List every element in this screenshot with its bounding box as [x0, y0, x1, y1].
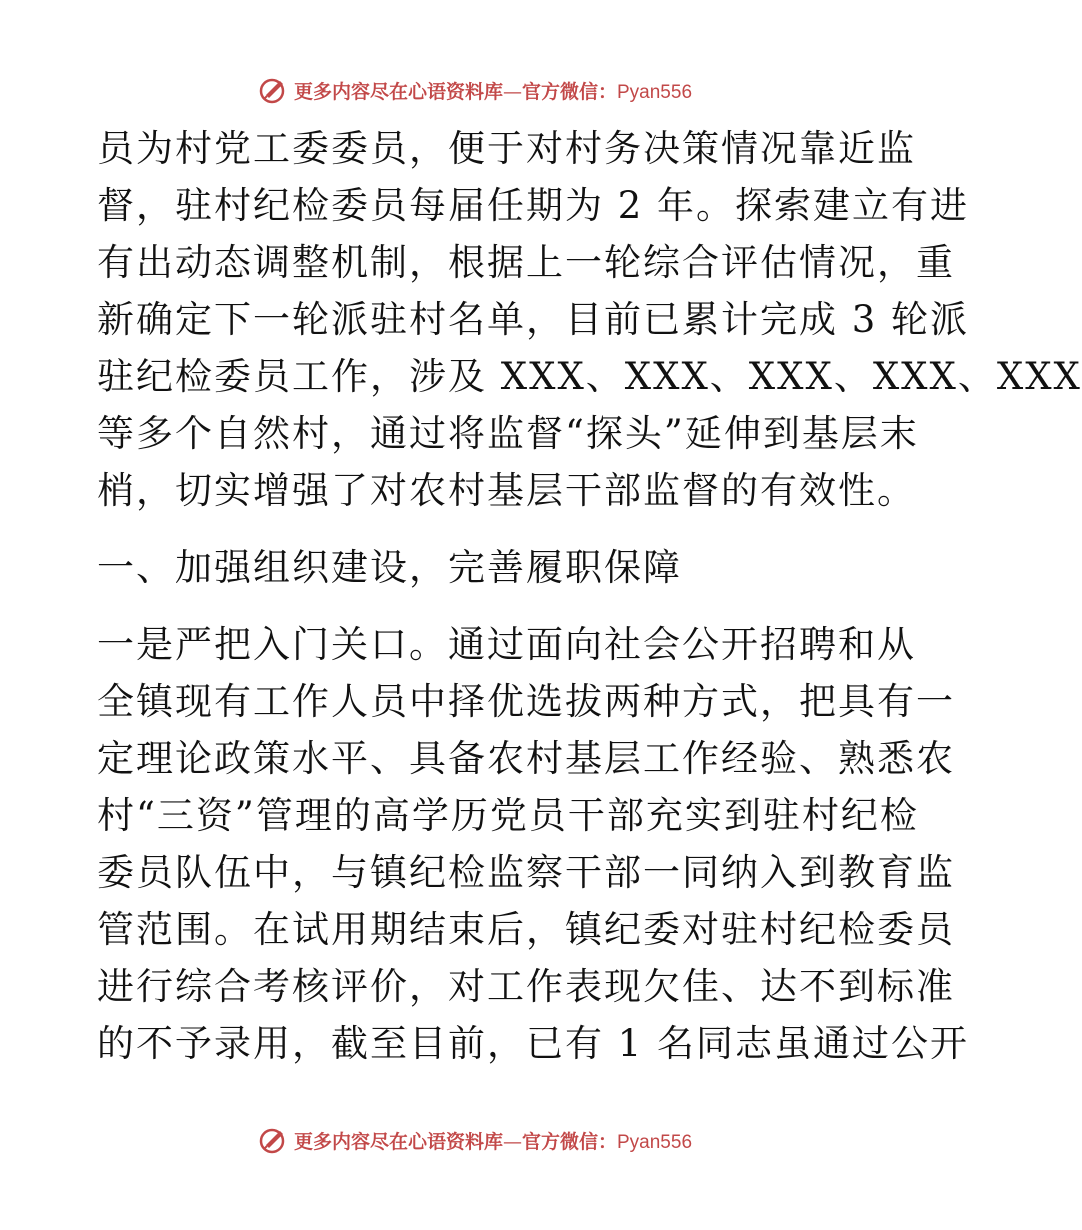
watermark-prefix: 更多内容尽在心语资料库: [293, 1130, 503, 1153]
watermark-dash: —: [502, 1130, 522, 1153]
text-line: 委员队伍中，与镇纪检监察干部一同纳入到教育监: [97, 851, 955, 894]
watermark-text: [294, 1127, 692, 1154]
text-line: 有出动态调整机制，根据上一轮综合评估情况，重: [97, 241, 955, 284]
text-line: 员为村党工委委员，便于对村务决策情况靠近监: [97, 127, 916, 170]
text-line: 村“三资”管理的高学历党员干部充实到驻村纪检: [97, 794, 919, 837]
text-line: 一是严把入门关口。通过面向社会公开招聘和从: [97, 623, 916, 666]
watermark-middle: 官方微信：: [521, 80, 617, 103]
header-watermark: [0, 72, 950, 108]
document-body: [97, 120, 1082, 1072]
text-line: 的不予录用，截至目前，已有 1 名同志虽通过公开: [97, 1022, 970, 1065]
quill-logo-icon: [258, 1125, 288, 1155]
paragraph-2: [97, 616, 970, 1072]
quill-logo-icon: [258, 75, 288, 105]
text-line: 督，驻村纪检委员每届任期为 2 年。探索建立有进: [97, 184, 970, 227]
text-line: 全镇现有工作人员中择优选拔两种方式，把具有一: [97, 680, 955, 723]
watermark-wechat: Pyan556: [617, 81, 693, 103]
watermark-wechat: Pyan556: [617, 1131, 693, 1153]
text-line: 驻纪检委员工作，涉及 XXX、XXX、XXX、XXX、XXX: [97, 355, 1082, 398]
text-line: 梢，切实增强了对农村基层干部监督的有效性。: [97, 469, 916, 512]
paragraph-1: [97, 120, 1082, 519]
text-line: 新确定下一轮派驻村名单，目前已累计完成 3 轮派: [97, 298, 970, 341]
watermark-text: [294, 77, 692, 104]
text-line: 管范围。在试用期结束后，镇纪委对驻村纪检委员: [97, 908, 955, 951]
watermark-dash: —: [502, 80, 522, 103]
watermark-middle: 官方微信：: [521, 1130, 617, 1153]
section-heading: 一、加强组织建设，完善履职保障: [97, 546, 682, 589]
watermark-prefix: 更多内容尽在心语资料库: [293, 80, 503, 103]
text-line: 进行综合考核评价，对工作表现欠佳、达不到标准: [97, 965, 955, 1008]
footer-watermark: [0, 1122, 950, 1158]
paragraph-gap: [97, 519, 857, 539]
text-line: 定理论政策水平、具备农村基层工作经验、熟悉农: [97, 737, 955, 780]
text-line: 等多个自然村，通过将监督“探头”延伸到基层末: [97, 412, 919, 455]
paragraph-gap: [97, 596, 857, 616]
